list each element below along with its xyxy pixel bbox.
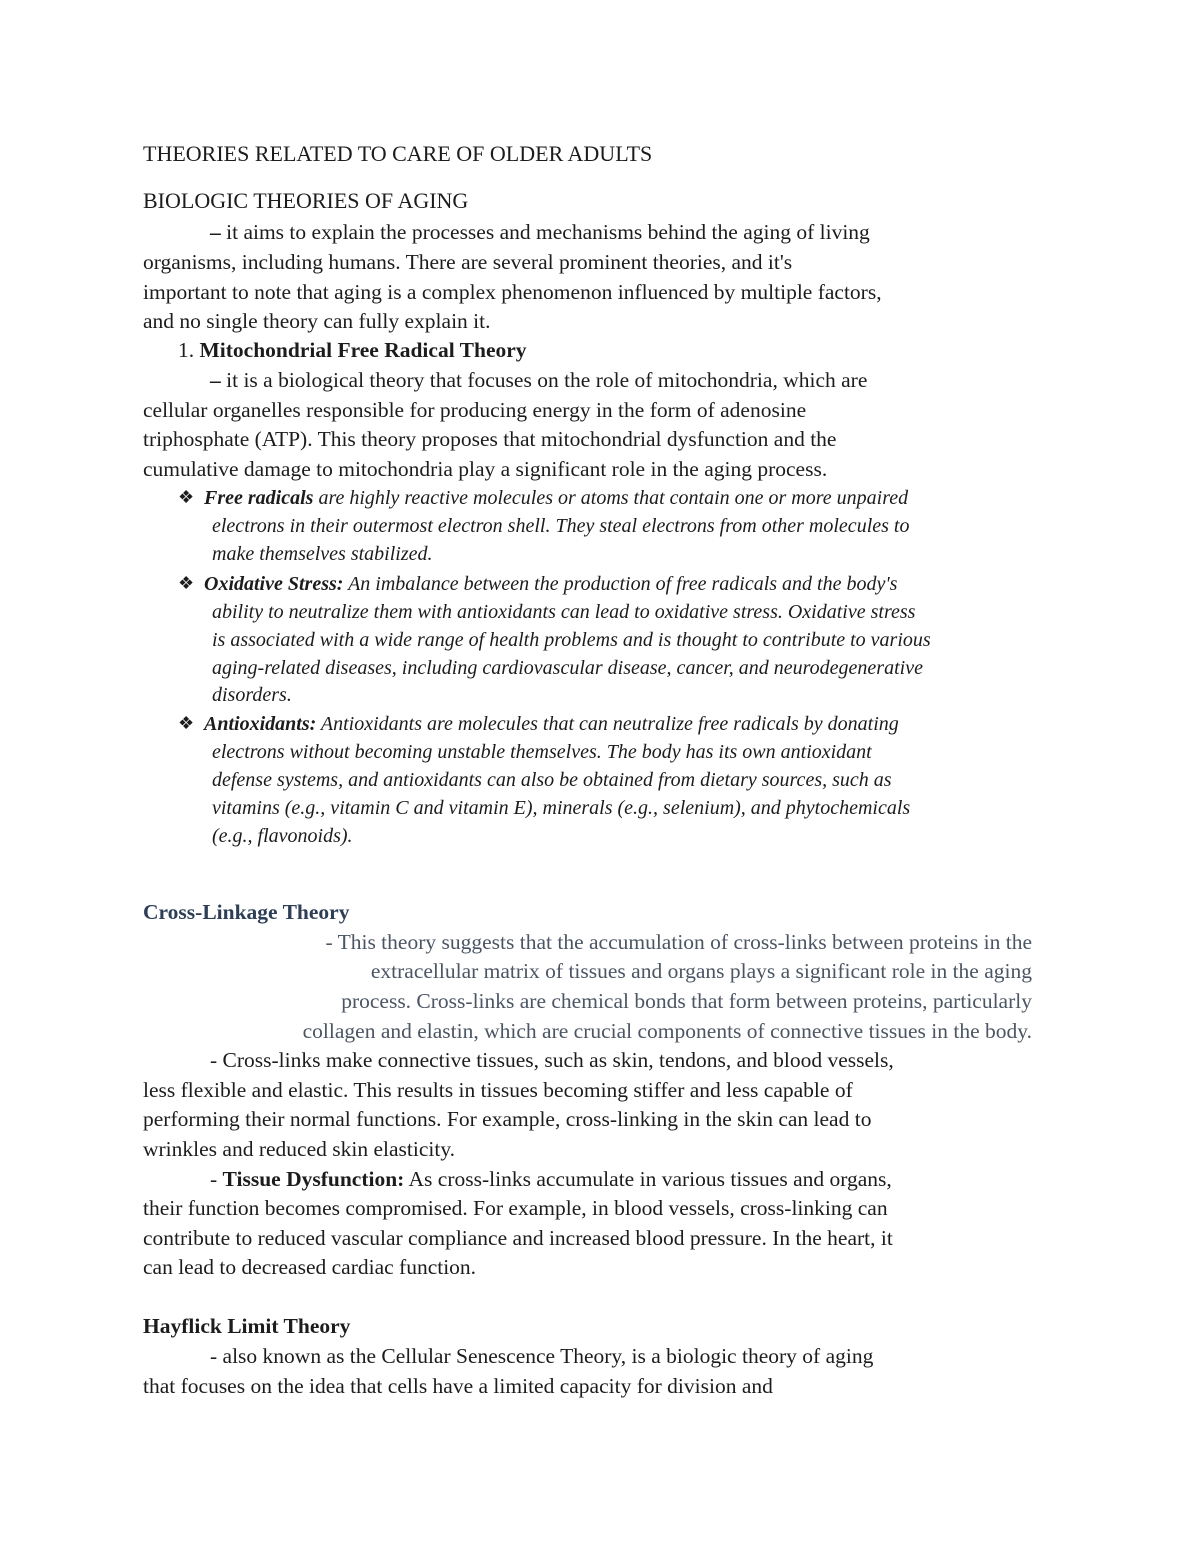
paragraph-line: – it is a biological theory that focuses on the role of mitochondria, which are bbox=[210, 368, 868, 392]
paragraph-line: collagen and elastin, which are crucial components of connective tissues in the body. bbox=[302, 1019, 1032, 1043]
paragraph-line: can lead to decreased cardiac function. bbox=[143, 1255, 477, 1279]
paragraph-line: - also known as the Cellular Senescence Theory, is a biologic theory of aging bbox=[210, 1344, 874, 1368]
section-heading-biologic: BIOLOGIC THEORIES OF AGING bbox=[143, 188, 469, 213]
bullet-line: disorders. bbox=[212, 684, 292, 706]
bullet-line: electrons without becoming unstable themselves. The body has its own antioxidant bbox=[212, 741, 872, 763]
bullet-line: electrons in their outermost electron shell. They steal electrons from other molecules to bbox=[212, 515, 910, 537]
theory-heading-hayflick: Hayflick Limit Theory bbox=[143, 1314, 351, 1338]
bullet-oxidative-stress: Oxidative Stress: An imbalance between the production of free radicals and the body's bbox=[204, 573, 898, 595]
theory-heading-mitochondrial: 1. Mitochondrial Free Radical Theory bbox=[178, 338, 527, 362]
bullet-antioxidants: Antioxidants: Antioxidants are molecules that can neutralize free radicals by donating bbox=[204, 713, 899, 735]
paragraph-line: less flexible and elastic. This results in tissues becoming stiffer and less capable of bbox=[143, 1078, 853, 1102]
bullet-free-radicals: Free radicals are highly reactive molecules or atoms that contain one or more unpaired bbox=[204, 487, 909, 509]
paragraph-line: - Cross-links make connective tissues, such as skin, tendons, and blood vessels, bbox=[210, 1048, 894, 1072]
paragraph-line: cellular organelles responsible for producing energy in the form of adenosine bbox=[143, 398, 807, 422]
paragraph-line: triphosphate (ATP). This theory proposes that mitochondrial dysfunction and the bbox=[143, 427, 837, 451]
paragraph-line: – it aims to explain the processes and mechanisms behind the aging of living bbox=[210, 220, 870, 244]
tissue-dysfunction-line: - Tissue Dysfunction: As cross-links accumulate in various tissues and organs, bbox=[210, 1167, 892, 1191]
diamond-bullet-icon: ❖ bbox=[178, 713, 195, 733]
bullet-line: vitamins (e.g., vitamin C and vitamin E), minerals (e.g., selenium), and phytochemicals bbox=[212, 797, 911, 819]
paragraph-line: organisms, including humans. There are several prominent theories, and it's bbox=[143, 250, 793, 274]
diamond-bullet-icon: ❖ bbox=[178, 487, 195, 507]
bullet-line: make themselves stabilized. bbox=[212, 543, 433, 565]
theory-heading-cross-linkage: Cross-Linkage Theory bbox=[143, 900, 350, 924]
paragraph-line: important to note that aging is a complex phenomenon influenced by multiple factors, bbox=[143, 280, 882, 304]
paragraph-line: performing their normal functions. For example, cross-linking in the skin can lead to bbox=[143, 1107, 872, 1131]
paragraph-line: - This theory suggests that the accumulation of cross-links between proteins in the bbox=[325, 930, 1032, 954]
bullet-line: (e.g., flavonoids). bbox=[212, 825, 353, 847]
bullet-line: is associated with a wide range of health problems and is thought to contribute to various bbox=[212, 629, 931, 651]
document-title: THEORIES RELATED TO CARE OF OLDER ADULTS bbox=[143, 141, 653, 166]
paragraph-line: process. Cross-links are chemical bonds that form between proteins, particularly bbox=[341, 989, 1032, 1013]
paragraph-line: contribute to reduced vascular compliance and increased blood pressure. In the heart, it bbox=[143, 1226, 893, 1250]
bullet-line: defense systems, and antioxidants can also be obtained from dietary sources, such as bbox=[212, 769, 892, 791]
diamond-bullet-icon: ❖ bbox=[178, 573, 195, 593]
paragraph-line: and no single theory can fully explain it. bbox=[143, 309, 491, 333]
paragraph-line: wrinkles and reduced skin elasticity. bbox=[143, 1137, 456, 1161]
bullet-line: ability to neutralize them with antioxidants can lead to oxidative stress. Oxidative stress bbox=[212, 601, 916, 623]
paragraph-line: extracellular matrix of tissues and organs plays a significant role in the aging bbox=[370, 959, 1032, 983]
paragraph-line: their function becomes compromised. For example, in blood vessels, cross-linking can bbox=[143, 1196, 888, 1220]
bullet-line: aging-related diseases, including cardiovascular disease, cancer, and neurodegenerative bbox=[212, 657, 923, 679]
paragraph-line: cumulative damage to mitochondria play a significant role in the aging process. bbox=[143, 457, 828, 481]
paragraph-line: that focuses on the idea that cells have a limited capacity for division and bbox=[143, 1374, 773, 1398]
